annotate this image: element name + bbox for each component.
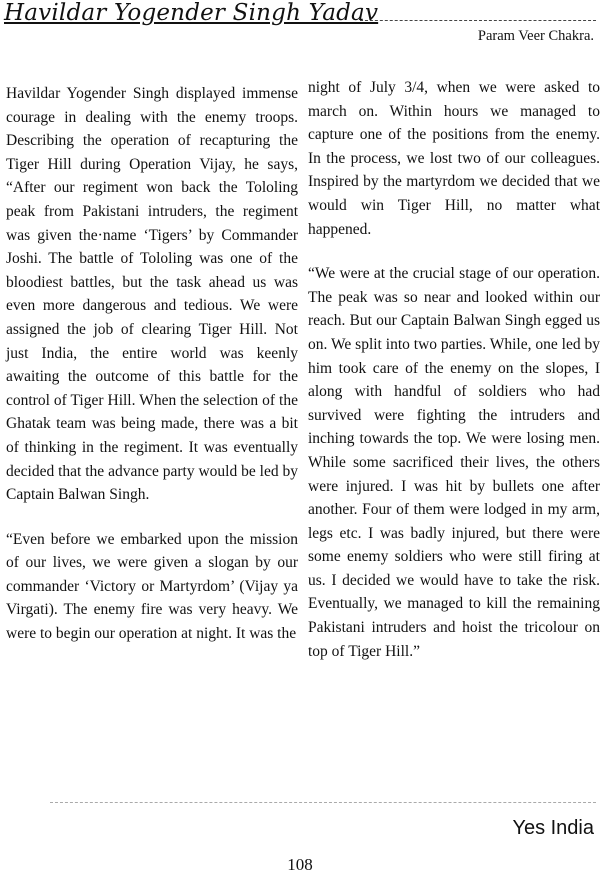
running-subtitle: Param Veer Chakra. xyxy=(477,28,594,44)
publisher-name: Yes India xyxy=(512,817,594,839)
left-column xyxy=(6,82,298,667)
footer-rule xyxy=(50,802,596,803)
page-number: 108 xyxy=(287,855,313,874)
running-title: Havildar Yogender Singh Yadav xyxy=(4,0,379,26)
paragraph: “Even before we embarked upon the mission of our lives, we were given a slogan by our commander ‘Victory or Martyrdom’ (Vijay ya Virgati). The enemy fire was very heavy. We were to begin our operation at night. It was the xyxy=(6,530,298,643)
paragraph: Havildar Yogender Singh displayed immense courage in dealing with the enemy troops. Describing the operation of recapturing the Tiger Hill during Operation Vijay, he says, “After our regiment won back the Tololing peak from Pakistani intruders, the regiment was given the·name ‘Tigers’ by Commander Joshi. The battle of Tololing was one of the bloodiest battles, but the task ahead us was even more dangerous and tedious. We were assigned the job of clearing Tiger Hill. Not just India, the entire world was keenly awaiting the outcome of this battle for the control of Tiger Hill. When the selection of the Ghatak team was being made, there was a bit of thinking in the regiment. It was eventually decided that the advance party would be led by Captain Balwan Singh. xyxy=(6,85,298,504)
paragraph: night of July 3/4, when we were asked to march on. Within hours we managed to capture one of the positions from the enemy. In the process, we lost two of our colleagues. Inspired by the martyrdom we decided that we would win Tiger Hill, no matter what happened. xyxy=(308,79,600,238)
header-rule xyxy=(360,20,596,21)
page-header xyxy=(0,0,600,60)
right-column xyxy=(308,76,600,684)
paragraph: “We were at the crucial stage of our operation. The peak was so near and looked within our reach. But our Captain Balwan Singh egged us on. We split into two parties. While, one led by him took care of the enemy on the slopes, I along with handful of soldiers who had survived were fighting the intruders and inching towards the top. We were losing men. While some sacrificed their lives, the others were injured. I was hit by bullets one after another. Four of them were lodged in my arm, legs etc. I was badly injured, but there were some enemy soldiers who were still firing at us. I decided we would have to take the risk. Eventually, we managed to kill the remaining Pakistani intruders and hoist the tricolour on top of Tiger Hill.” xyxy=(308,265,600,660)
